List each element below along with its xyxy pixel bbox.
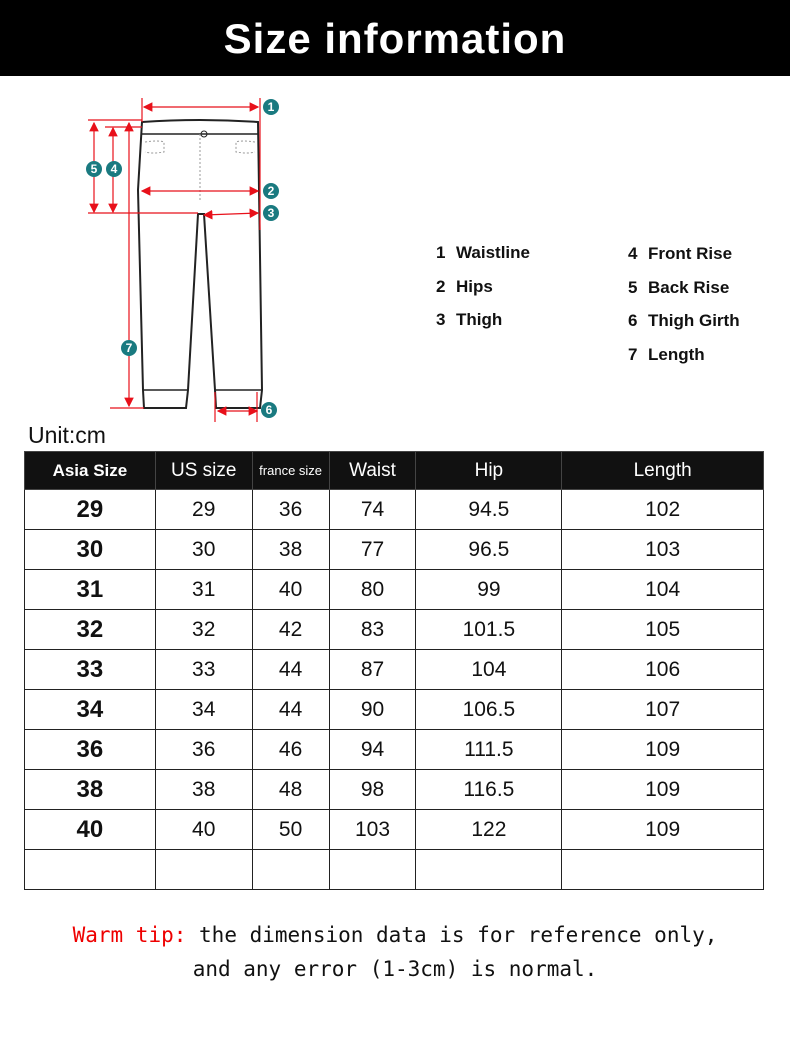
table-cell: 109 [562,810,764,850]
table-cell: 104 [416,650,562,690]
column-header: france size [252,452,329,490]
table-cell: 83 [329,610,416,650]
table-cell: 101.5 [416,610,562,650]
table-cell: 44 [252,650,329,690]
table-cell: 48 [252,770,329,810]
legend-item: 7 Length [628,344,705,364]
table-cell: 77 [329,530,416,570]
legend-item: 1 Waistline [436,243,530,262]
table-cell: 94 [329,730,416,770]
table-cell: 99 [416,570,562,610]
table-cell: 29 [155,490,252,530]
marker-6: 6 [265,403,273,417]
table-cell: 103 [329,810,416,850]
table-row [25,610,764,650]
table-row [25,850,764,890]
table-cell: 33 [155,650,252,690]
table-cell: 31 [155,570,252,610]
table-row [25,730,764,770]
warm-tip: Warm tip: the dimension data is for reference only, and any error (1-3cm) is normal. [72,923,718,981]
table-cell: 107 [562,690,764,730]
page-title: Size information [0,0,790,76]
table-cell: 109 [562,770,764,810]
table-cell: 116.5 [416,770,562,810]
column-header: Hip [416,452,562,490]
marker-2: 2 [267,184,275,198]
table-row [25,770,764,810]
table-cell: 38 [25,770,156,810]
table-cell: 36 [252,490,329,530]
legend-item: 3 Thigh [436,310,503,329]
table-cell [416,850,562,890]
table-cell [155,850,252,890]
legend-left [436,243,530,344]
legend-item: 4 Front Rise [628,244,733,263]
table-cell: 105 [562,610,764,650]
table-row [25,650,764,690]
legend-item: 6 Thigh Girth [628,311,740,330]
legend-right [628,244,740,378]
pants-measurement-diagram [80,90,300,430]
table-cell: 29 [25,490,156,530]
table-row [25,690,764,730]
column-header: Waist [329,452,416,490]
marker-5: 5 [90,162,98,176]
table-cell: 74 [329,490,416,530]
table-cell: 103 [562,530,764,570]
marker-1: 1 [267,100,275,114]
table-cell: 46 [252,730,329,770]
table-row [25,570,764,610]
table-cell: 38 [155,770,252,810]
table-cell: 98 [329,770,416,810]
table-cell: 30 [25,530,156,570]
table-cell: 122 [416,810,562,850]
table-cell: 90 [329,690,416,730]
table-cell: 36 [155,730,252,770]
table-cell: 80 [329,570,416,610]
column-header: Asia Size [25,452,156,490]
table-cell: 40 [155,810,252,850]
table-cell [25,850,156,890]
table-cell: 30 [155,530,252,570]
table-row [25,490,764,530]
table-cell: 33 [25,650,156,690]
table-cell: 34 [155,690,252,730]
tip-label: Warm tip: [72,923,187,947]
table-cell: 94.5 [416,490,562,530]
table-row [25,810,764,850]
table-cell: 96.5 [416,530,562,570]
table-cell [329,850,416,890]
unit-label: Unit:cm [28,422,106,448]
table-cell: 34 [25,690,156,730]
table-cell: 40 [25,810,156,850]
table-cell: 111.5 [416,730,562,770]
table-cell: 106 [562,650,764,690]
table-cell [252,850,329,890]
table-cell: 38 [252,530,329,570]
size-table [24,451,764,890]
table-cell: 42 [252,610,329,650]
table-cell: 87 [329,650,416,690]
marker-3: 3 [267,206,275,220]
table-cell: 32 [155,610,252,650]
legend-item: 5 Back Rise [628,277,730,297]
legend-item: 2 Hips [436,276,493,296]
table-cell: 40 [252,570,329,610]
table-cell: 44 [252,690,329,730]
table-cell [562,850,764,890]
table-cell: 106.5 [416,690,562,730]
column-header: US size [155,452,252,490]
table-cell: 104 [562,570,764,610]
table-cell: 31 [25,570,156,610]
table-cell: 102 [562,490,764,530]
table-cell: 36 [25,730,156,770]
column-header: Length [562,452,764,490]
marker-7: 7 [125,341,133,355]
table-cell: 32 [25,610,156,650]
table-cell: 109 [562,730,764,770]
table-cell: 50 [252,810,329,850]
marker-4: 4 [110,162,118,176]
table-row [25,530,764,570]
